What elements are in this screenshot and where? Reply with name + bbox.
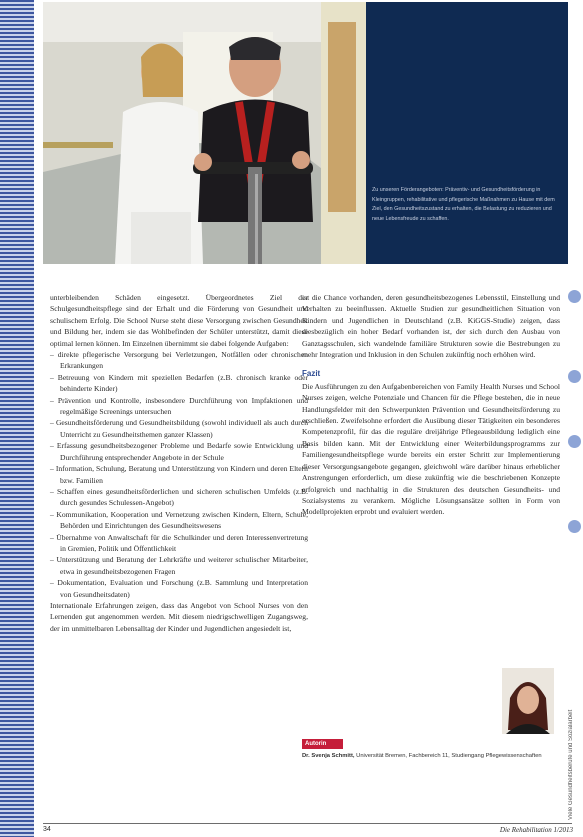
list-item: – Prävention und Kontrolle, insbesondere Durchführung von Impfaktionen und regelmäßige Screenings untersuchen	[50, 395, 308, 418]
photo-caption: Zu unseren Förderangeboten: Präventiv- und Gesundheitsförderung in Kleingruppen, rehabilitative und pflegerische Maßnahmen zu Hause mit dem Ziel, den Gesundheitszustand zu erhalten, die Belastung zu reduzieren und neue Lebensfreude zu schaffen.	[372, 187, 555, 222]
photo-illustration	[43, 2, 366, 264]
edge-marker	[568, 435, 581, 448]
left-margin-stripe	[0, 0, 34, 837]
list-item: – Gesundheitsförderung und Gesundheitsbildung (sowohl individuell als auch durch Unterricht zu Gesundheitsthemen ganzer Klassen)	[50, 417, 308, 440]
list-item: – Erfassung gesundheitsbezogener Probleme und Bedarfe sowie Entwicklung und Durchführung entsprechender Angebote in der Schule	[50, 440, 308, 463]
photo-caption-panel	[366, 2, 568, 264]
section-heading-fazit: Fazit	[302, 369, 321, 379]
fazit-paragraph: Die Ausführungen zu den Aufgabenbereichen von Family Health Nurses und School Nurses zeigen, welche Potenziale und Chancen für die Pflege bestehen, die in neue Handlungsfelder mit den Schwerpunkten Prävention und Gesundheitsförderung zu erschließen. Zweifelsohne erfordert die Ausübung dieser Tätigkeiten ein besonderes Kompetenzprofil, für das die reguläre dreijährige Pflegeausbildung lediglich eine Basis bilden kann. Mit der Entwicklung einer Weiterbildungsprogramms zur Familiengesundheitspflege wurde bereits ein erster Schritt zur Implementierung dieser Versorgungsangebote gegangen, gleichwohl wäre darüber hinaus erheblicher Anstrengungen erforderlich, um diese zukünftig wie die beschriebenen Konzepte erfolgreich und nachhaltig in die Strukturen des deutschen Gesundheits- und Sozialsystems zu verankern. Mögliche Lösungsansätze sollten in Form von Modellprojekten erprobt und evaluiert werden.	[302, 381, 560, 517]
portrait-illustration	[502, 668, 554, 734]
list-item: – Schaffen eines gesundheitsförderlichen und sicheren schulischen Umfelds (z.B. durch gesundes Schulessen-Angebot)	[50, 486, 308, 509]
author-portrait	[502, 668, 554, 734]
list-item: – Betreuung von Kindern mit speziellen Bedarfen (z.B. chronisch kranke oder behinderte Kinder)	[50, 372, 308, 395]
right-intro-paragraph: ist die Chance vorhanden, deren gesundheitsbezogenes Lebensstil, Einstellung und Verhalten zu beeinflussen. Aktuelle Studien zur gesundheitlichen Situation von Kindern und Jugendlichen in Deutschland (z.B. KiGGS-Studie) zeigen, dass diesbezüglich ein hoher Bedarf vorhanden ist, der sich durch den Ausbau von Ganztagsschulen, sich wandelnde familiäre Strukturen sowie die Bestrebungen zu mehr Integration und Inklusion in den Schulen zukünftig noch erhöhen wird.	[302, 293, 560, 360]
edge-marker	[568, 370, 581, 383]
edge-marker	[568, 290, 581, 303]
left-closing-paragraph: Internationale Erfahrungen zeigen, dass das Angebot von School Nurses von den Lernenden gut angenommen werden. Mit diesem niedrigschwelligen Zugangsweg, der im unmittelbaren Lebensalltag der Kinder und Jugendlichen angesiedelt ist,	[50, 600, 308, 633]
list-item: – Dokumentation, Evaluation und Forschung (z.B. Sammlung und Interpretation von Gesundheitsdaten)	[50, 577, 308, 600]
list-item: – direkte pflegerische Versorgung bei Verletzungen, Notfällen oder chronischen Erkrankungen	[50, 349, 308, 372]
edge-marker	[568, 520, 581, 533]
list-item: – Kommunikation, Kooperation und Vernetzung zwischen Kindern, Eltern, Schule, Behörden und Einrichtungen des Gesundheitswesens	[50, 509, 308, 532]
page-number: 34	[43, 826, 51, 833]
section-side-label: Viele Gesundheitsberufe und Sozialarbeit	[568, 709, 574, 820]
header-photo	[43, 2, 366, 264]
author-info	[302, 752, 572, 762]
journal-name: Die Rehabilitation 1/2013	[499, 826, 573, 834]
footer-divider	[43, 823, 572, 824]
author-label: Autorin	[302, 739, 343, 749]
list-item: – Unterstützung und Beratung der Lehrkräfte und weiterer schulischer Mitarbeiter, etwa in gesundheitsbezogenen Fragen	[50, 554, 308, 577]
list-item: – Information, Schulung, Beratung und Unterstützung von Kindern und deren Eltern bzw. Familien	[50, 463, 308, 486]
author-name: Dr. Svenja Schmitt,	[302, 753, 355, 759]
list-item: – Übernahme von Anwaltschaft für die Schulkinder und deren Interessenvertretung in Gremien, Politik und Öffentlichkeit	[50, 532, 308, 555]
task-list	[50, 349, 308, 600]
author-affiliation: Universität Bremen, Fachbereich 11, Studiengang Pflegewissenschaften	[356, 753, 542, 759]
article-column-right	[302, 292, 560, 518]
left-intro-paragraph: unterbleibenden Schäden eingesetzt. Übergeordnetes Ziel der Schulgesundheitspflege sind der Erhalt und die Förderung von Gesundheit und schulischem Erfolg. Die School Nurse steht diese Versorgung zwischen Gesundheit und Bildung her, indem sie das Wohlbefinden der Schüler unterstützt, damit diese optimal lernen können. Im Einzelnen übernimmt sie dabei folgende Aufgaben:	[50, 293, 308, 348]
article-column-left	[50, 292, 308, 634]
